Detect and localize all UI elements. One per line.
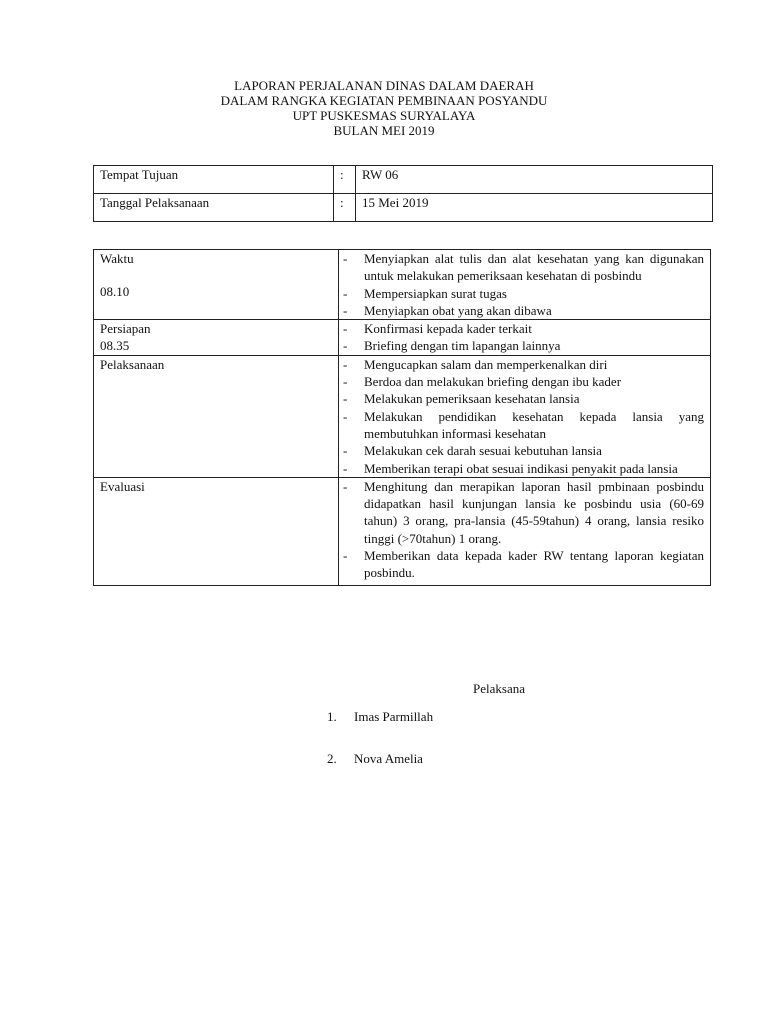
list-item [343,337,704,354]
bullet-dash: - [343,302,348,318]
table-row [94,477,711,585]
list-item-text: Konfirmasi kepada kader terkait [364,321,532,337]
list-item-text: Mengucapkan salam dan memperkenalkan diri [364,356,608,372]
bullet-dash: - [343,374,348,390]
info-separator: : [334,166,356,194]
bullet-dash: - [343,391,348,407]
activity-label-cell [94,477,339,585]
activity-items-cell [339,250,711,320]
bullet-dash: - [343,548,348,564]
activity-time: 08.35 [100,338,130,354]
report-title [0,78,768,138]
table-row [94,194,713,222]
list-item-text: Menyiapkan alat tulis dan alat kesehatan yang kan digunakan untuk melakukan pemeriksaan kesehatan di posbindu [364,251,704,284]
title-line-3: UPT PUSKESMAS SURYALAYA [292,108,476,123]
info-label-date: Tanggal Pelaksanaan [94,194,334,222]
list-item [343,320,704,337]
list-item-text: Melakukan cek darah sesuai kebutuhan lansia [364,443,602,459]
list-item [327,751,433,771]
info-label-destination: Tempat Tujuan [94,166,334,194]
activity-label: Waktu [100,251,134,266]
activity-time: 08.10 [100,284,130,299]
list-item [343,285,704,302]
list-item [343,390,704,407]
list-item [343,373,704,390]
info-value-destination: RW 06 [356,166,713,194]
table-row [94,166,713,194]
name-number: 2. [327,751,337,766]
info-value-date: 15 Mei 2019 [356,194,713,222]
activity-label: Evaluasi [100,478,145,494]
activity-label: Persiapan [100,321,151,337]
list-item [343,442,704,459]
activity-label: Pelaksanaan [100,356,165,372]
bullet-dash: - [343,251,348,266]
bullet-dash: - [343,460,348,476]
list-item-text: Briefing dengan tim lapangan lainnya [364,338,561,354]
title-line-1: LAPORAN PERJALANAN DINAS DALAM DAERAH [234,78,534,93]
table-row [94,355,711,477]
list-item-text: Memberikan data kepada kader RW tentang laporan kegiatan posbindu. [364,548,704,581]
activity-table [93,249,711,586]
list-item-text: Memberikan terapi obat sesuai indikasi penyakit pada lansia [364,460,678,476]
table-row [94,320,711,356]
activity-items-cell [339,320,711,356]
list-item-text: Mempersiapkan surat tugas [364,285,507,301]
name-number: 1. [327,709,337,724]
list-item [343,250,704,285]
list-item [343,302,704,319]
activity-label-cell [94,355,339,477]
title-line-2: DALAM RANGKA KEGIATAN PEMBINAAN POSYANDU [220,93,548,108]
signer-name: Imas Parmillah [354,709,434,724]
list-item [327,709,433,729]
bullet-dash: - [343,338,348,354]
table-row [94,250,711,320]
list-item [343,460,704,477]
list-item [343,356,704,373]
signer-name: Nova Amelia [354,751,423,766]
list-item-text: Melakukan pemeriksaan kesehatan lansia [364,391,580,407]
info-table [93,165,713,222]
list-item-text: Menyiapkan obat yang akan dibawa [364,302,552,318]
info-separator: : [334,194,356,222]
bullet-dash: - [343,285,348,301]
list-item-text: Berdoa dan melakukan briefing dengan ibu kader [364,374,622,390]
activity-items-cell [339,477,711,585]
list-item-text: Melakukan pendidikan kesehatan kepada lansia yang membutuhkan informasi kesehatan [364,408,704,441]
title-line-4: BULAN MEI 2019 [333,123,435,138]
signature-title: Pelaksana [473,681,525,696]
list-item [343,408,704,443]
list-item [343,547,704,582]
bullet-dash: - [343,356,348,372]
bullet-dash: - [343,478,348,494]
activity-label-cell [94,250,339,320]
list-item-text: Menghitung dan merapikan laporan hasil pmbinaan posbindu didapatkan hasil kunjungan lansia ke posbindu usia (60-69 tahun) 3 orang, pra-lansia (45-59tahun) 4 orang, lansia resiko tinggi (>70tahun) 1 orang. [364,478,704,546]
bullet-dash: - [343,408,348,424]
signature-names [327,709,433,771]
activity-label-cell [94,320,339,356]
bullet-dash: - [343,321,348,337]
bullet-dash: - [343,443,348,459]
activity-items-cell [339,355,711,477]
list-item [343,478,704,547]
